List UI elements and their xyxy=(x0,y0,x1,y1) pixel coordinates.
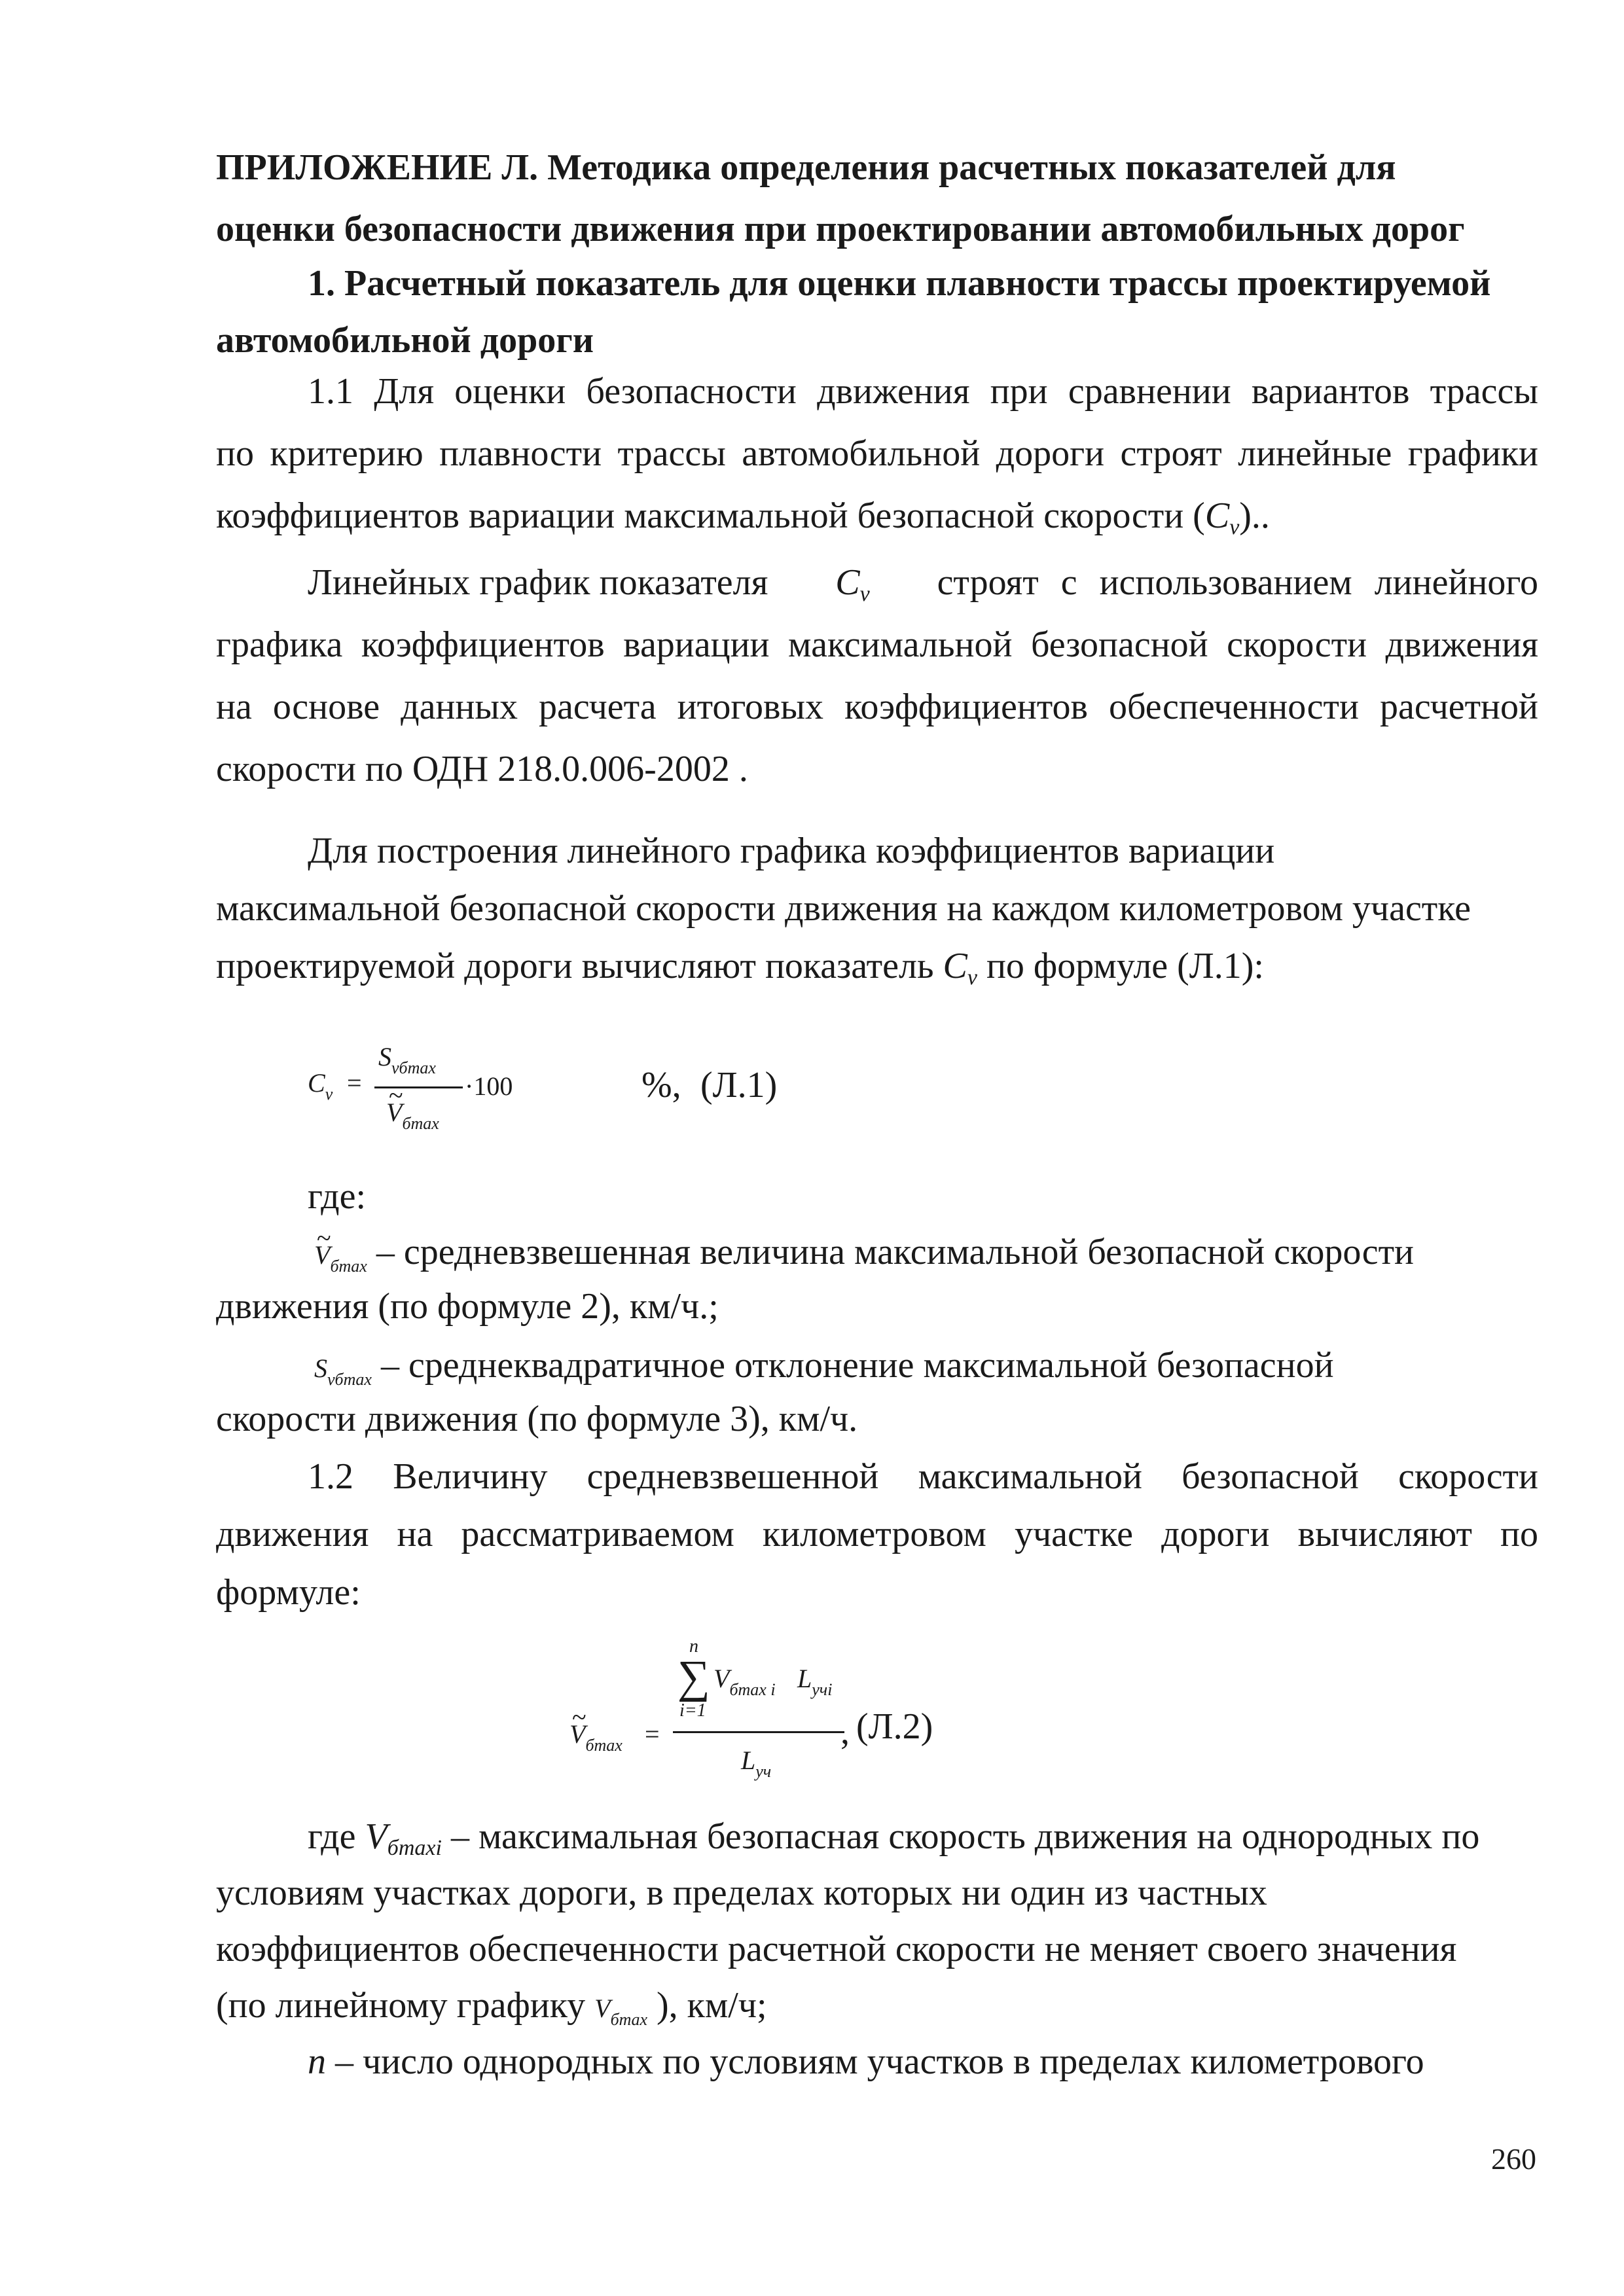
para-1-2-line-3: формуле: xyxy=(216,1572,361,1613)
where2-line-1: где $V_{бmaxi}$ – максимальная безопасная скорость движения на однородных по xyxy=(308,1816,1480,1860)
para-linear-cv xyxy=(835,564,869,605)
cv-subscript: v xyxy=(859,582,870,606)
formula-l1-unit: %, xyxy=(641,1065,681,1105)
where2-line-2: условиям участках дороги, в пределах которых ни один из частных xyxy=(216,1873,1267,1913)
para-linear-line-1-start: Линейных график показателя xyxy=(308,562,768,603)
para-linear-line-1-end: строят с использованием линейного xyxy=(937,562,1538,603)
heading-line-1: ПРИЛОЖЕНИЕ Л. Методика определения расчетных показателей для xyxy=(216,147,1396,188)
para-1-2-line-2: движения на рассматриваемом километровом участке дороги вычисляют по xyxy=(216,1514,1538,1554)
formula-l2-fraction-bar xyxy=(673,1731,844,1733)
where2-line-5-text: – число однородных по условиям участков в пределах километрового xyxy=(335,2041,1424,2082)
formula-l1-numerator: $S_{vбmax}$ xyxy=(378,1042,436,1077)
para-linear-line-3: на основе данных расчета итоговых коэффициентов обеспеченности расчетной xyxy=(216,687,1538,727)
para-build-line-2: максимальной безопасной скорости движения на каждом километровом участке xyxy=(216,888,1471,929)
v-bmax-symbol: ~ $V_{бmax}$ xyxy=(314,1240,367,1270)
formula-l2-lhs: ~ $V_{бmax}$ xyxy=(569,1721,623,1754)
formula-l1-lhs: $C_v$ xyxy=(308,1068,333,1103)
cv-subscript: v xyxy=(967,965,977,990)
where-item-1-cont: движения (по формуле 2), км/ч.; xyxy=(216,1286,719,1327)
where-item-2 xyxy=(314,1347,1334,1388)
formula-l1-fraction-bar xyxy=(374,1086,463,1088)
formula-l2 xyxy=(563,1636,1021,1793)
page-number: 260 xyxy=(1491,2142,1536,2176)
para-1-1-line-1: 1.1 Для оценки безопасности движения при сравнении вариантов трассы xyxy=(308,371,1538,412)
formula-l2-sum-top: n xyxy=(689,1636,698,1657)
formula-l1-eq: = xyxy=(347,1068,362,1098)
formula-l2-num-v: $V_{бmax i}$ xyxy=(713,1664,776,1699)
section-heading-line-1: 1. Расчетный показатель для оценки плавности трассы проектируемой xyxy=(308,263,1491,304)
cv-symbol: C xyxy=(943,946,967,986)
formula-l1 xyxy=(301,1034,956,1152)
where2-line-5 xyxy=(308,2043,1424,2080)
v-bmaxi-symbol: $V_{бmaxi}$ xyxy=(365,1816,442,1860)
where-item-2-cont: скорости движения (по формуле 3), км/ч. xyxy=(216,1399,858,1439)
section-heading-line-2: автомобильной дороги xyxy=(216,320,594,361)
n-symbol: n xyxy=(308,2041,326,2082)
para-build-line-1: Для построения линейного графика коэффициентов вариации xyxy=(308,831,1275,871)
formula-l2-num-l: $L_{учi}$ xyxy=(797,1664,833,1699)
formula-l1-denominator: ~ $V_{бmax}$ xyxy=(386,1100,439,1132)
para-linear-line-4: скорости по ОДН 218.0.006-2002 . xyxy=(216,749,748,789)
where2-line-3: коэффициентов обеспеченности расчетной скорости не меняет своего значения xyxy=(216,1929,1457,1969)
formula-l2-eq: = xyxy=(645,1719,660,1749)
s-vbmax-symbol: $S_{vбmax}$ xyxy=(314,1354,372,1389)
cv-symbol: C xyxy=(835,562,860,603)
formula-l2-den: $L_{уч}$ xyxy=(741,1746,772,1781)
para-build-line-3-start: проектируемой дороги вычисляют показатель xyxy=(216,946,934,986)
para-1-1-line-3 xyxy=(216,497,1270,539)
where-item-1 xyxy=(314,1234,1414,1275)
formula-l1-label: (Л.1) xyxy=(700,1065,778,1105)
cv-symbol: C xyxy=(1204,495,1230,536)
cv-subscript: v xyxy=(1229,515,1240,539)
heading-line-2: оценки безопасности движения при проектировании автомобильных дорог xyxy=(216,209,1465,249)
where-label: где: xyxy=(308,1176,367,1217)
para-1-1-line-3-text: коэффициентов вариации максимальной безопасной скорости ( xyxy=(216,495,1205,536)
para-1-2-line-1: 1.2 Величину средневзвешенной максимальной безопасной скорости xyxy=(308,1456,1538,1497)
formula-l2-sum-sign: ∑ xyxy=(677,1652,710,1702)
para-linear-line-2: графика коэффициентов вариации максимальной безопасной скорости движения xyxy=(216,624,1538,665)
formula-l2-comma: , xyxy=(840,1712,850,1752)
where-item-1-text: – средневзвешенная величина максимальной безопасной скорости xyxy=(376,1232,1415,1272)
v-bmax-symbol-2: $V_{бmax}$ xyxy=(594,1994,647,2029)
where-item-2-text: – среднеквадратичное отклонение максимальной безопасной xyxy=(380,1345,1334,1386)
formula-l1-multiplier: ·100 xyxy=(465,1071,513,1101)
para-1-1-line-2: по критерию плавности трассы автомобильной дороги строят линейные графики xyxy=(216,433,1538,474)
formula-l2-sum-bottom: i=1 xyxy=(679,1700,706,1721)
para-build-line-3-end: по формуле (Л.1): xyxy=(986,946,1264,986)
para-linear-line-1 xyxy=(308,564,1538,605)
para-1-1-line-3-end: ).. xyxy=(1239,495,1270,536)
where2-line-4: (по линейному графику $V_{бmax}$ ), км/ч; xyxy=(216,1985,767,2029)
para-build-line-3 xyxy=(216,948,1264,989)
where2-line-1-end: – максимальная безопасная скорость движения на однородных по xyxy=(450,1816,1480,1857)
formula-l2-label: (Л.2) xyxy=(856,1706,933,1747)
